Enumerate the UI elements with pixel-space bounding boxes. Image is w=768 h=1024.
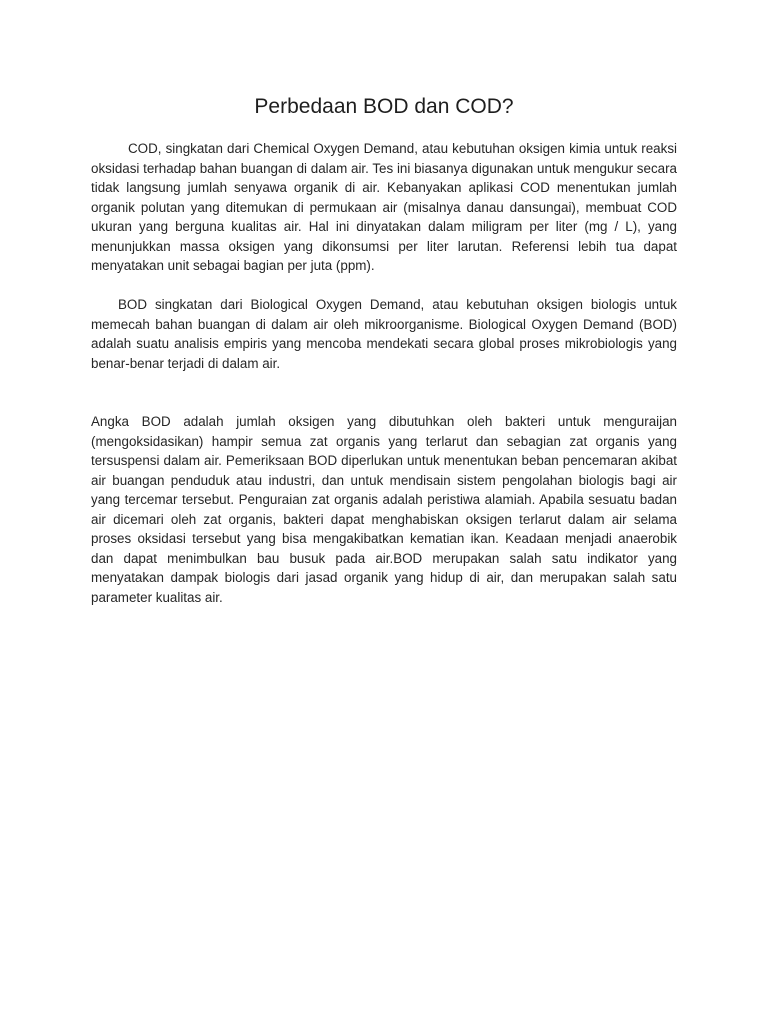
paragraph-bod-value: Angka BOD adalah jumlah oksigen yang dibutuhkan oleh bakteri untuk menguraijan (mengoksidasikan) hampir semua zat organis yang terlarut dan sebagian zat organis yang tersuspensi dalam air. Pemeriksaan BOD diperlukan untuk menentukan beban pencemaran akibat air buangan penduduk atau industri, dan untuk mendisain sistem pengolahan biologis bagi air yang tercemar tersebut. Penguraian zat organis adalah peristiwa alamiah. Apabila sesuatu badan air dicemari oleh zat organis, bakteri dapat menghabiskan oksigen terlarut dalam air selama proses oksidasi tersebut yang bisa mengakibatkan kematian ikan. Keadaan menjadi anaerobik dan dapat menimbulkan bau busuk pada air.BOD merupakan salah satu indikator yang menyatakan dampak biologis dari jasad organik yang hidup di air, dan merupakan salah satu parameter kualitas air. [91,414,677,605]
paragraph-cod: COD, singkatan dari Chemical Oxygen Demand, atau kebutuhan oksigen kimia untuk reaksi oksidasi terhadap bahan buangan di dalam air. Tes ini biasanya digunakan untuk mengukur secara tidak langsung jumlah senyawa organik di air. Kebanyakan aplikasi COD menentukan jumlah organik polutan yang ditemukan di permukaan air (misalnya danau dansungai), membuat COD ukuran yang berguna kualitas air. Hal ini dinyatakan dalam miligram per liter (mg / L), yang menunjukkan massa oksigen yang dikonsumsi per liter larutan. Referensi lebih tua dapat menyatakan unit sebagai bagian per juta (ppm). [91,141,677,273]
page-title: Perbedaan BOD dan COD? [254,95,514,118]
paragraph-bod-definition: BOD singkatan dari Biological Oxygen Demand, atau kebutuhan oksigen biologis untuk memecah bahan buangan di dalam air oleh mikroorganisme. Biological Oxygen Demand (BOD) adalah suatu analisis empiris yang mencoba mendekati secara global proses mikrobiologis yang benar-benar terjadi di dalam air. [91,297,677,371]
